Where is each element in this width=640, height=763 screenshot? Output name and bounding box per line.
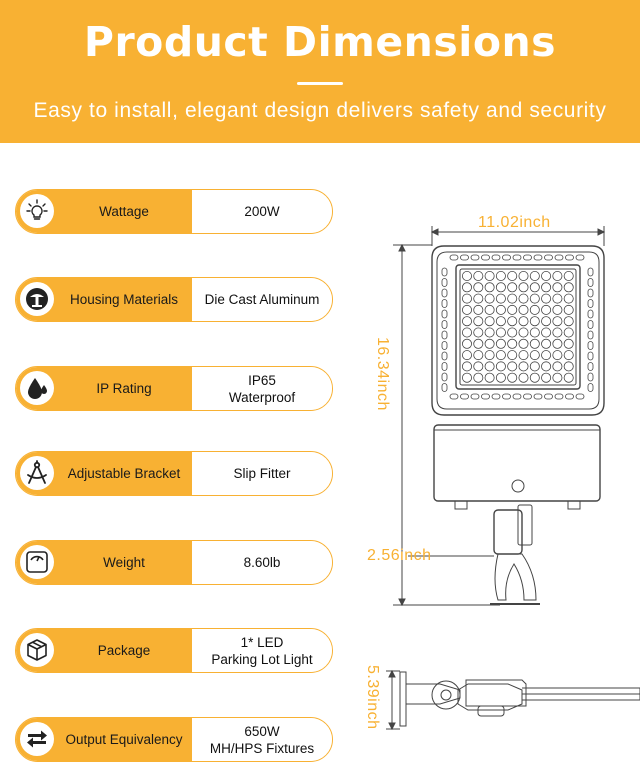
led-lens — [462, 294, 471, 303]
vent-slot — [442, 300, 447, 308]
led-lens — [496, 328, 505, 337]
led-lens — [542, 283, 551, 292]
led-lens — [530, 328, 539, 337]
led-lens — [530, 362, 539, 371]
vent-slot — [503, 255, 511, 260]
vent-slot — [442, 384, 447, 392]
led-lens — [496, 305, 505, 314]
vent-slot — [534, 255, 542, 260]
spec-label: Package — [97, 643, 151, 658]
vent-slot — [566, 394, 574, 399]
led-lens — [553, 373, 562, 382]
led-lens — [530, 317, 539, 326]
spec-label: Wattage — [99, 204, 149, 219]
vent-slots — [442, 255, 593, 399]
spec-value: Slip Fitter — [192, 452, 332, 495]
led-lens — [530, 305, 539, 314]
led-lens — [564, 339, 573, 348]
led-lens — [553, 271, 562, 280]
led-lens — [553, 351, 562, 360]
led-lens — [508, 362, 517, 371]
vent-slot — [450, 394, 458, 399]
led-lens — [462, 328, 471, 337]
led-lens — [542, 294, 551, 303]
spec-value: 8.60lb — [192, 541, 332, 584]
led-lens — [485, 271, 494, 280]
led-lens — [530, 271, 539, 280]
led-lens — [508, 283, 517, 292]
led-lens — [462, 271, 471, 280]
vent-slot — [588, 321, 593, 329]
vent-slot — [524, 255, 532, 260]
led-lens — [508, 373, 517, 382]
led-lens — [508, 294, 517, 303]
vent-slot — [461, 255, 469, 260]
led-lens — [462, 362, 471, 371]
vent-slot — [513, 255, 521, 260]
led-lens — [542, 328, 551, 337]
led-lens — [496, 294, 505, 303]
dimension-depth-label: 5.39inch — [364, 665, 381, 730]
led-lens — [474, 305, 483, 314]
vent-slot — [588, 268, 593, 276]
led-lens — [519, 283, 528, 292]
led-lens — [485, 351, 494, 360]
vent-slot — [534, 394, 542, 399]
led-lens — [474, 271, 483, 280]
led-lens — [564, 328, 573, 337]
led-lens — [530, 373, 539, 382]
vent-slot — [588, 331, 593, 339]
led-lens — [485, 317, 494, 326]
led-lens — [564, 317, 573, 326]
led-lens — [553, 317, 562, 326]
vent-slot — [555, 394, 563, 399]
led-lens — [519, 294, 528, 303]
led-lens — [462, 283, 471, 292]
vent-slot — [442, 352, 447, 360]
led-lens — [553, 362, 562, 371]
led-lens — [564, 373, 573, 382]
led-lens — [542, 373, 551, 382]
spec-value: 650W MH/HPS Fixtures — [192, 718, 332, 761]
led-lens — [474, 317, 483, 326]
led-lens — [553, 294, 562, 303]
vent-slot — [513, 394, 521, 399]
vent-slot — [545, 255, 553, 260]
vent-slot — [442, 373, 447, 381]
led-lens — [564, 271, 573, 280]
vent-slot — [588, 289, 593, 297]
led-lens — [462, 317, 471, 326]
spec-label: Adjustable Bracket — [67, 466, 181, 481]
vent-slot — [471, 394, 479, 399]
led-lens — [474, 283, 483, 292]
vent-slot — [566, 255, 574, 260]
led-lens — [519, 373, 528, 382]
vent-slot — [588, 342, 593, 350]
spec-label: Housing Materials — [69, 292, 179, 307]
led-lens — [474, 362, 483, 371]
vent-slot — [576, 255, 584, 260]
vent-slot — [482, 394, 490, 399]
spec-label: Output Equivalency — [65, 732, 183, 747]
vent-slot — [442, 289, 447, 297]
led-lens — [485, 283, 494, 292]
led-lens — [553, 283, 562, 292]
led-lens — [462, 339, 471, 348]
led-lens — [508, 351, 517, 360]
led-lens — [474, 328, 483, 337]
led-lens — [462, 305, 471, 314]
led-lens — [474, 373, 483, 382]
vent-slot — [442, 321, 447, 329]
led-lens — [542, 362, 551, 371]
vent-slot — [442, 310, 447, 318]
led-lens — [474, 339, 483, 348]
led-lens — [564, 362, 573, 371]
vent-slot — [588, 384, 593, 392]
led-lens — [485, 362, 494, 371]
led-lens — [519, 339, 528, 348]
led-lens — [542, 271, 551, 280]
led-lens — [553, 328, 562, 337]
vent-slot — [450, 255, 458, 260]
led-lens — [542, 305, 551, 314]
led-lens — [553, 305, 562, 314]
spec-value: 1* LED Parking Lot Light — [192, 629, 332, 672]
led-lens — [519, 362, 528, 371]
led-lens — [485, 294, 494, 303]
led-array — [462, 271, 573, 382]
led-lens — [485, 373, 494, 382]
led-lens — [496, 317, 505, 326]
led-lens — [508, 328, 517, 337]
spec-label: Weight — [103, 555, 145, 570]
spec-value: IP65 Waterproof — [192, 367, 332, 410]
led-lens — [496, 271, 505, 280]
dimension-height-label: 16.34inch — [374, 337, 391, 411]
vent-slot — [524, 394, 532, 399]
led-lens — [496, 339, 505, 348]
led-lens — [519, 271, 528, 280]
vent-slot — [442, 331, 447, 339]
spec-value: 200W — [192, 190, 332, 233]
spec-value: Die Cast Aluminum — [192, 278, 332, 321]
led-lens — [564, 283, 573, 292]
led-lens — [496, 351, 505, 360]
page-title: Product Dimensions — [83, 18, 557, 66]
vent-slot — [471, 255, 479, 260]
vent-slot — [442, 342, 447, 350]
vent-slot — [482, 255, 490, 260]
vent-slot — [576, 394, 584, 399]
vent-slot — [555, 255, 563, 260]
led-lens — [462, 373, 471, 382]
led-lens — [530, 351, 539, 360]
vent-slot — [503, 394, 511, 399]
led-lens — [485, 339, 494, 348]
led-lens — [564, 305, 573, 314]
led-lens — [474, 294, 483, 303]
dimension-bracket-label: 2.56inch — [367, 547, 432, 564]
led-lens — [530, 283, 539, 292]
led-lens — [553, 339, 562, 348]
led-lens — [519, 328, 528, 337]
led-lens — [485, 328, 494, 337]
led-lens — [564, 351, 573, 360]
led-lens — [485, 305, 494, 314]
led-lens — [496, 373, 505, 382]
led-lens — [542, 351, 551, 360]
vent-slot — [545, 394, 553, 399]
led-lens — [508, 271, 517, 280]
led-lens — [519, 351, 528, 360]
led-lens — [519, 305, 528, 314]
led-lens — [530, 294, 539, 303]
vent-slot — [442, 279, 447, 287]
led-lens — [530, 339, 539, 348]
vent-slot — [461, 394, 469, 399]
led-lens — [496, 283, 505, 292]
vent-slot — [442, 268, 447, 276]
dimension-width-label: 11.02inch — [478, 214, 551, 231]
led-lens — [508, 339, 517, 348]
vent-slot — [588, 352, 593, 360]
led-lens — [508, 317, 517, 326]
vent-slot — [492, 255, 500, 260]
vent-slot — [588, 310, 593, 318]
vent-slot — [588, 373, 593, 381]
spec-label: IP Rating — [96, 381, 152, 396]
vent-slot — [588, 279, 593, 287]
led-lens — [508, 305, 517, 314]
vent-slot — [588, 300, 593, 308]
page-subtitle: Easy to install, elegant design delivers safety and security — [33, 99, 607, 122]
vent-slot — [442, 363, 447, 371]
led-lens — [564, 294, 573, 303]
vent-slot — [588, 363, 593, 371]
led-lens — [542, 339, 551, 348]
led-lens — [462, 351, 471, 360]
led-lens — [474, 351, 483, 360]
led-lens — [542, 317, 551, 326]
led-lens — [519, 317, 528, 326]
led-lens — [496, 362, 505, 371]
vent-slot — [492, 394, 500, 399]
